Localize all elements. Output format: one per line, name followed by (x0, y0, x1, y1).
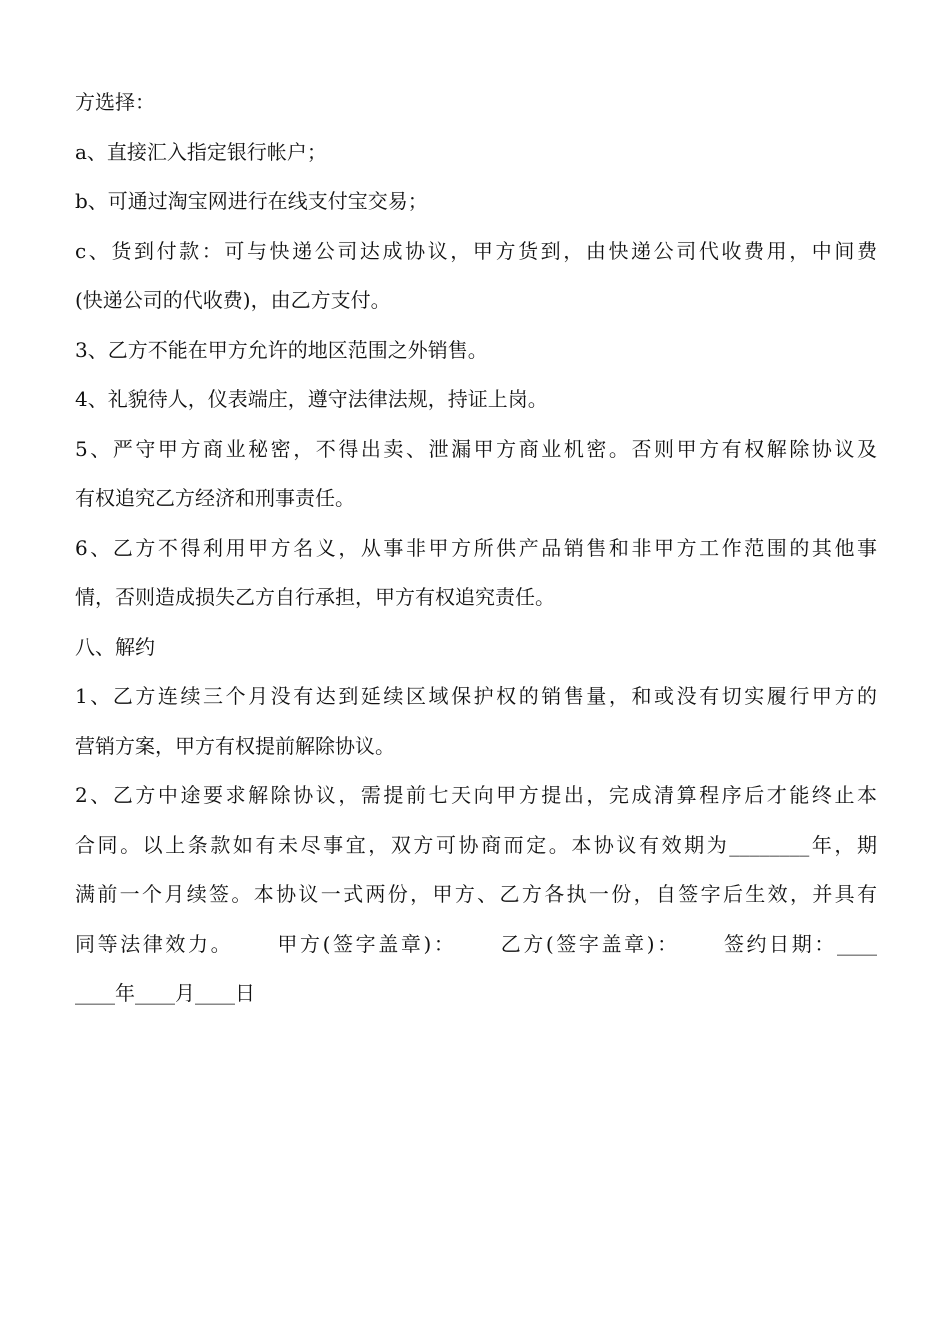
payment-option-c-cont: (快递公司的代收费)，由乙方支付。 (75, 288, 391, 312)
signature-date-line: ____年____月____日 (75, 981, 255, 1005)
clause-6-cont: 情，否则造成损失乙方自行承担，甲方有权追究责任。 (75, 585, 555, 609)
clause-3: 3、乙方不能在甲方允许的地区范围之外销售。 (75, 337, 488, 362)
validity-clause: 满前一个月续签。本协议一式两份，甲方、乙方各执一份，自签字后生效，并具有 (75, 882, 877, 906)
contract-text (75, 78, 877, 1019)
payment-option-b: b、可通过淘宝网进行在线支付宝交易； (75, 189, 428, 213)
clause-4: 4、礼貌待人，仪表端庄，遵守法律法规，持证上岗。 (75, 387, 548, 411)
termination-clause-1: 1、乙方连续三个月没有达到延续区域保护权的销售量，和或没有切实履行甲方的 (75, 684, 877, 708)
text-line: 方选择： (75, 90, 155, 114)
termination-clause-2: 2、乙方中途要求解除协议，需提前七天向甲方提出，完成清算程序后才能终止本 (75, 783, 877, 807)
payment-option-c: c、货到付款：可与快递公司达成协议，甲方货到，由快递公司代收费用，中间费 (75, 238, 877, 263)
clause-5: 5、严守甲方商业秘密，不得出卖、泄漏甲方商业机密。否则甲方有权解除协议及 (75, 436, 877, 461)
section-heading-termination: 八、解约 (75, 634, 155, 659)
termination-clause-2-cont: 合同。以上条款如有未尽事宜，双方可协商而定。本协议有效期为________年，期 (75, 832, 877, 857)
clause-5-cont: 有权追究乙方经济和刑事责任。 (75, 486, 355, 510)
termination-clause-1-cont: 营销方案，甲方有权提前解除协议。 (75, 733, 395, 758)
payment-option-a: a、直接汇入指定银行帐户； (75, 139, 327, 164)
signature-line: 同等法律效力。 甲方(签字盖章)： 乙方(签字盖章)： 签约日期：____ (75, 931, 877, 956)
clause-6: 6、乙方不得利用甲方名义，从事非甲方所供产品销售和非甲方工作范围的其他事 (75, 535, 877, 560)
